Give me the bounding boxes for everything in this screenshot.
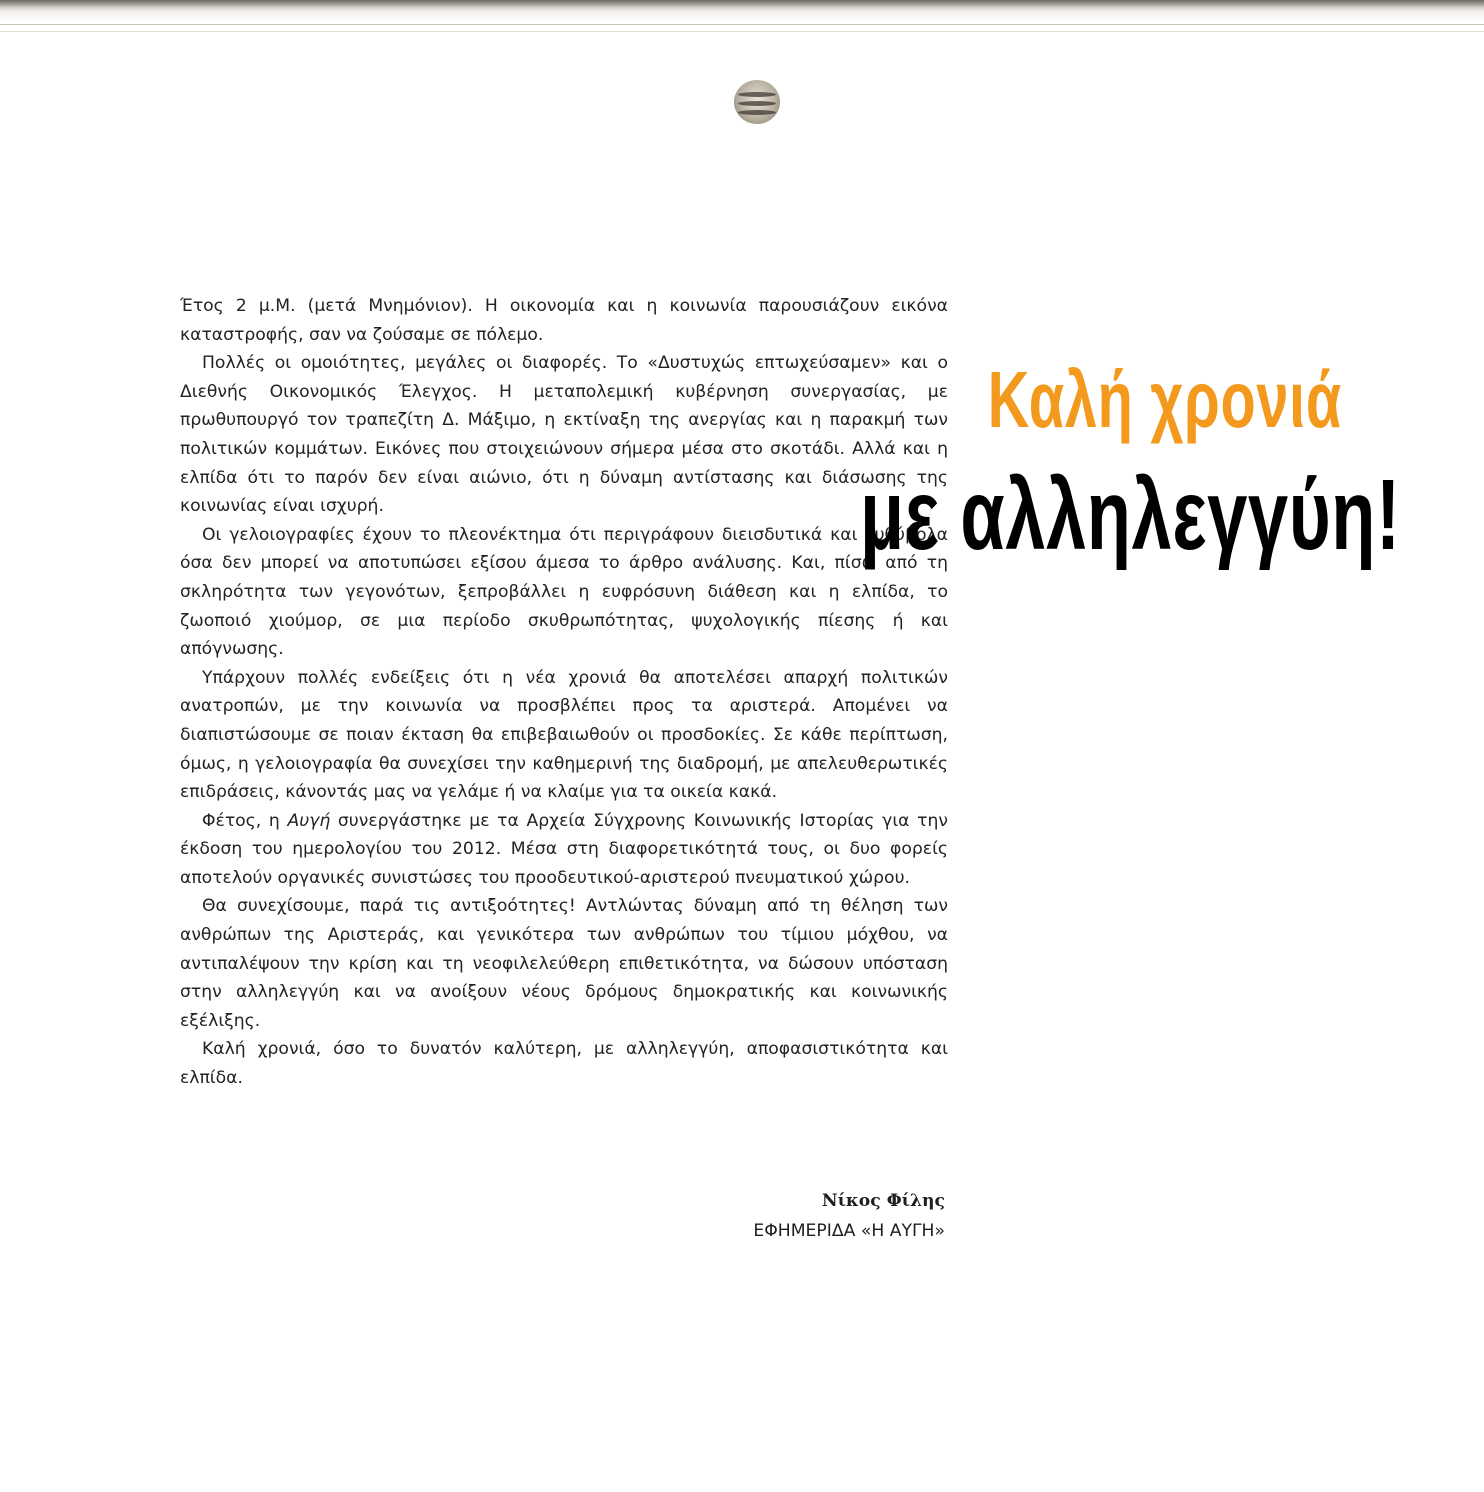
paragraph: Καλή χρονιά, όσο το δυνατόν καλύτερη, με αλληλεγγύη, αποφασιστικότητα και ελπίδα.	[180, 1039, 948, 1089]
binding-line	[0, 24, 1484, 25]
paragraph: Υπάρχουν πολλές ενδείξεις ότι η νέα χρονιά θα αποτελέσει απαρχή πολιτικών ανατροπών, με την κοινωνία να προσβλέπει προς τα αριστερά. Απομένει να διαπιστώσουμε σε ποιαν έκταση θα επιβεβαιωθούν οι προσδοκίες. Σε κάθε περίπτωση, όμως, η γελοιογραφία θα συνεχίσει την καθημερινή της διαδρομή, με απελευθερωτικές επιδράσεις, κάνοντάς μας να γελάμε ή να κλαίμε για τα οικεία κακά.	[180, 667, 948, 803]
author-name: Νίκος Φίλης	[821, 1191, 945, 1211]
article-body	[180, 292, 948, 1093]
hole-ring	[738, 110, 776, 115]
calendar-binding-edge	[0, 0, 1484, 22]
headline-line-happy-new-year: Καλή χρονιά	[987, 355, 1342, 444]
paragraph: Έτος 2 μ.Μ. (μετά Μνημόνιον). Η οικονομία και η κοινωνία παρουσιάζουν εικόνα καταστροφής, σαν να ζούσαμε σε πόλεμο.	[180, 296, 948, 345]
hanging-hole	[734, 80, 780, 124]
paragraph: Πολλές οι ομοιότητες, μεγάλες οι διαφορές. Το «Δυστυχώς επτωχεύσαμεν» και ο Διεθνής Οικονομικός Έλεγχος. Η μεταπολεμική κυβέρνηση συνεργασίας, με πρωθυπουργό τον τραπεζίτη Δ. Μάξιμο, η εκτίναξη της ανεργίας και η παρακμή των πολιτικών κομμάτων. Εικόνες που στοιχειώνουν σήμερα μέσα στο σκοτάδι. Αλλά και η ελπίδα ότι το παρόν δεν είναι αιώνιο, ότι η δύναμη αντίστασης και διάσωσης της κοινωνίας είναι ισχυρή.	[180, 353, 948, 517]
author-organization: ΕΦΗΜΕΡΙΔΑ «Η ΑΥΓΗ»	[753, 1221, 945, 1241]
binding-line	[0, 31, 1484, 32]
headline-line-solidarity: με αλληλεγγύη!	[860, 459, 1401, 571]
paragraph: Θα συνεχίσουμε, παρά τις αντιξοότητες! Αντλώντας δύναμη από τη θέληση των ανθρώπων της Αριστεράς, και γενικότερα των ανθρώπων του τίμιου μόχθου, να αντιπαλέψουν την κρίση και τη νεοφιλελεύθερη επιθετικότητα, να δώσουν υπόσταση στην αλληλεγγύη και να ανοίξουν νέους δρόμους δημοκρατικής και κοινωνικής εξέλιξης.	[180, 896, 948, 1031]
paragraph-text: συνεργάστηκε με τα Αρχεία Σύγχρονης Κοινωνικής Ιστορίας για την έκδοση του ημερολογίου του 2012. Μέσα στη διαφορετικότητά τους, οι δυο φορείς αποτελούν οργανικές συνιστώσες του προοδευτικού-αριστερού πνευματικού χώρου.	[180, 810, 948, 888]
hole-ring	[738, 92, 776, 97]
paragraph	[180, 807, 948, 893]
newspaper-name: Αυγή	[287, 810, 331, 831]
hole-ring	[738, 101, 776, 106]
paragraph: Οι γελοιογραφίες έχουν το πλεονέκτημα ότι περιγράφουν διεισδυτικά και ευθύβολα όσα δεν μπορεί να αποτυπώσει εξίσου άμεσα το άρθρο ανάλυσης. Και, πίσω από τη σκληρότητα των γεγονότων, ξεπροβάλλει η ευφρόσυνη διάθεση και η ελπίδα, το ζωοποιό χιούμορ, σε μια περίοδο σκυθρωπότητας, ψυχολογικής πίεσης ή και απόγνωσης.	[180, 524, 948, 660]
signature-block	[600, 1186, 945, 1246]
paragraph-text: Φέτος, η	[202, 810, 288, 831]
